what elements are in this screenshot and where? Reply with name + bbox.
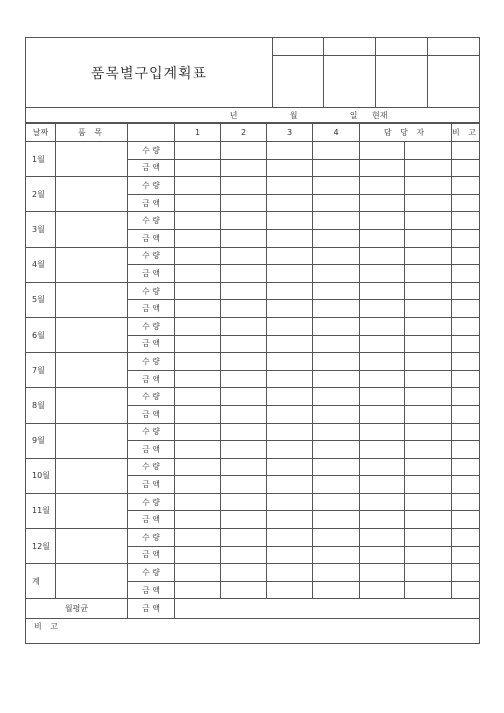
amount-cell[interactable] [267,405,313,423]
amount-cell[interactable] [221,229,267,247]
amount-cell[interactable] [175,476,221,494]
qty-cell[interactable] [360,564,405,582]
table-row [26,247,480,265]
amount-cell[interactable] [452,335,480,353]
qty-label: 수 량 [128,423,175,441]
qty-cell[interactable] [452,458,480,476]
amount-cell[interactable] [175,229,221,247]
qty-cell[interactable] [313,458,360,476]
qty-cell[interactable] [175,282,221,300]
qty-cell[interactable] [360,247,405,265]
amount-cell[interactable] [267,159,313,177]
item-cell[interactable] [56,317,128,352]
amount-cell[interactable] [360,476,405,494]
amount-cell[interactable] [360,159,405,177]
qty-cell[interactable] [313,388,360,406]
qty-label: 수 량 [128,142,175,160]
date-year-label: 년 [229,110,238,120]
date-month-label: 월 [289,110,298,120]
qty-cell[interactable] [360,353,405,371]
table-row [26,458,480,476]
qty-cell[interactable] [267,458,313,476]
qty-cell[interactable] [221,493,267,511]
qty-label: 수 량 [128,564,175,582]
table-row [26,388,480,406]
qty-cell[interactable] [175,388,221,406]
amount-cell[interactable] [360,511,405,529]
amount-cell[interactable] [452,159,480,177]
qty-cell[interactable] [452,423,480,441]
qty-cell[interactable] [221,529,267,547]
qty-label: 수 량 [128,458,175,476]
qty-cell[interactable] [405,423,452,441]
qty-cell[interactable] [313,212,360,230]
qty-cell[interactable] [313,247,360,265]
qty-cell[interactable] [452,247,480,265]
qty-cell[interactable] [175,353,221,371]
date-line [26,108,480,123]
monthly-average-value-cell[interactable] [175,599,480,619]
amount-cell[interactable] [313,335,360,353]
qty-cell[interactable] [221,282,267,300]
qty-cell[interactable] [313,282,360,300]
month-label: 4월 [26,247,56,282]
table-row [26,564,480,582]
amount-cell[interactable] [360,441,405,459]
amount-cell[interactable] [221,546,267,564]
amount-label: 금 액 [128,441,175,459]
amount-label: 금 액 [128,194,175,212]
approval-sign-cell-1[interactable] [273,56,324,108]
amount-cell[interactable] [313,300,360,318]
amount-cell[interactable] [405,194,452,212]
purchase-plan-form [25,37,479,644]
item-cell[interactable] [56,353,128,388]
amount-cell[interactable] [452,511,480,529]
table-row [26,353,480,371]
qty-label: 수 량 [128,388,175,406]
amount-cell[interactable] [175,300,221,318]
amount-cell[interactable] [175,370,221,388]
amount-cell[interactable] [175,546,221,564]
amount-cell[interactable] [175,441,221,459]
qty-cell[interactable] [405,493,452,511]
qty-cell[interactable] [221,177,267,195]
qty-cell[interactable] [313,142,360,160]
qty-cell[interactable] [175,212,221,230]
monthly-average-label: 월평균 [26,599,128,619]
qty-label: 수 량 [128,493,175,511]
header-manager: 담 당 자 [360,124,452,142]
qty-cell[interactable] [405,529,452,547]
qty-cell[interactable] [175,564,221,582]
approval-header-cell-2[interactable] [324,38,376,56]
amount-cell[interactable] [452,441,480,459]
amount-cell[interactable] [360,581,405,599]
amount-cell[interactable] [221,581,267,599]
amount-cell[interactable] [267,476,313,494]
qty-cell[interactable] [452,212,480,230]
approval-header-cell-1[interactable] [273,38,324,56]
qty-cell[interactable] [221,458,267,476]
remarks-row [26,619,480,644]
qty-cell[interactable] [360,493,405,511]
qty-cell[interactable] [221,142,267,160]
qty-cell[interactable] [360,458,405,476]
qty-cell[interactable] [452,493,480,511]
qty-cell[interactable] [221,317,267,335]
amount-cell[interactable] [313,159,360,177]
month-label: 6월 [26,317,56,352]
month-label: 9월 [26,423,56,458]
table-row [26,317,480,335]
qty-label: 수 량 [128,247,175,265]
amount-cell[interactable] [267,300,313,318]
amount-cell[interactable] [267,194,313,212]
amount-cell[interactable] [267,229,313,247]
amount-cell[interactable] [313,581,360,599]
qty-cell[interactable] [360,423,405,441]
amount-cell[interactable] [405,159,452,177]
header-col-2: 2 [221,124,267,142]
table-row [26,212,480,230]
amount-label: 금 액 [128,476,175,494]
item-cell[interactable] [56,458,128,493]
amount-label: 금 액 [128,599,175,619]
month-label: 12월 [26,529,56,564]
amount-cell[interactable] [267,441,313,459]
qty-cell[interactable] [405,177,452,195]
qty-label: 수 량 [128,177,175,195]
amount-cell[interactable] [313,511,360,529]
amount-cell[interactable] [221,441,267,459]
page-title: 품목별구입계획표 [26,38,273,108]
qty-cell[interactable] [267,423,313,441]
table-row [26,493,480,511]
amount-cell[interactable] [267,265,313,283]
qty-cell[interactable] [360,142,405,160]
amount-cell[interactable] [313,405,360,423]
qty-cell[interactable] [452,353,480,371]
month-label: 1월 [26,142,56,177]
amount-label: 금 액 [128,300,175,318]
amount-cell[interactable] [452,229,480,247]
amount-cell[interactable] [313,194,360,212]
amount-cell[interactable] [452,300,480,318]
item-cell[interactable] [56,142,128,177]
amount-cell[interactable] [221,265,267,283]
amount-cell[interactable] [221,194,267,212]
approval-header-cell-3[interactable] [376,38,428,56]
qty-cell[interactable] [360,529,405,547]
amount-cell[interactable] [360,546,405,564]
table-row [26,282,480,300]
header-col-1: 1 [175,124,221,142]
amount-cell[interactable] [360,335,405,353]
amount-label: 금 액 [128,229,175,247]
table-row [26,177,480,195]
amount-label: 금 액 [128,335,175,353]
approval-sign-cell-2[interactable] [324,56,376,108]
item-cell[interactable] [56,388,128,423]
qty-cell[interactable] [175,458,221,476]
qty-cell[interactable] [175,317,221,335]
qty-cell[interactable] [267,142,313,160]
qty-cell[interactable] [313,353,360,371]
qty-cell[interactable] [313,493,360,511]
amount-cell[interactable] [360,405,405,423]
amount-cell[interactable] [405,335,452,353]
amount-label: 금 액 [128,370,175,388]
qty-cell[interactable] [221,564,267,582]
qty-cell[interactable] [405,564,452,582]
amount-cell[interactable] [452,405,480,423]
amount-cell[interactable] [221,159,267,177]
qty-cell[interactable] [175,247,221,265]
header-col-4: 4 [313,124,360,142]
qty-cell[interactable] [267,493,313,511]
item-cell[interactable] [56,282,128,317]
qty-cell[interactable] [452,317,480,335]
amount-cell[interactable] [221,476,267,494]
qty-label: 수 량 [128,529,175,547]
qty-cell[interactable] [267,529,313,547]
month-label: 3월 [26,212,56,247]
qty-cell[interactable] [267,212,313,230]
month-label: 11월 [26,493,56,528]
amount-cell[interactable] [405,370,452,388]
qty-label: 수 량 [128,212,175,230]
qty-cell[interactable] [221,247,267,265]
amount-cell[interactable] [452,581,480,599]
amount-cell[interactable] [405,581,452,599]
monthly-average-row [26,599,480,619]
header-col-3: 3 [267,124,313,142]
amount-cell[interactable] [360,300,405,318]
qty-cell[interactable] [452,177,480,195]
amount-label: 금 액 [128,265,175,283]
amount-cell[interactable] [405,265,452,283]
plan-table [25,123,480,644]
qty-cell[interactable] [221,353,267,371]
item-cell[interactable] [56,212,128,247]
footer-remarks[interactable]: 비 고 [26,619,480,644]
approval-sign-cell-3[interactable] [376,56,428,108]
qty-cell[interactable] [405,282,452,300]
header-remarks: 비 고 [452,124,480,142]
qty-cell[interactable] [452,529,480,547]
amount-label: 금 액 [128,405,175,423]
amount-cell[interactable] [405,441,452,459]
amount-cell[interactable] [267,546,313,564]
amount-cell[interactable] [313,441,360,459]
amount-cell[interactable] [313,476,360,494]
qty-cell[interactable] [221,388,267,406]
amount-cell[interactable] [405,546,452,564]
item-cell[interactable] [56,493,128,528]
qty-cell[interactable] [452,142,480,160]
amount-cell[interactable] [221,405,267,423]
qty-cell[interactable] [452,282,480,300]
amount-cell[interactable] [175,335,221,353]
amount-cell[interactable] [175,405,221,423]
item-cell[interactable] [56,247,128,282]
qty-cell[interactable] [405,142,452,160]
qty-cell[interactable] [267,353,313,371]
header-blank [128,124,175,142]
qty-label: 수 량 [128,282,175,300]
qty-cell[interactable] [267,317,313,335]
qty-cell[interactable] [360,212,405,230]
amount-label: 금 액 [128,581,175,599]
amount-cell[interactable] [175,159,221,177]
qty-cell[interactable] [175,529,221,547]
qty-label: 수 량 [128,317,175,335]
item-cell[interactable] [56,529,128,564]
amount-cell[interactable] [175,581,221,599]
qty-cell[interactable] [360,317,405,335]
amount-cell[interactable] [360,194,405,212]
qty-cell[interactable] [360,177,405,195]
qty-cell[interactable] [267,177,313,195]
table-row [26,142,480,160]
amount-cell[interactable] [221,300,267,318]
amount-cell[interactable] [267,581,313,599]
total-label: 계 [26,564,56,599]
month-label: 5월 [26,282,56,317]
qty-cell[interactable] [405,317,452,335]
amount-cell[interactable] [405,511,452,529]
amount-cell[interactable] [452,194,480,212]
date-current-label: 현재 [372,110,388,120]
amount-cell[interactable] [313,265,360,283]
qty-cell[interactable] [313,564,360,582]
item-cell[interactable] [56,564,128,599]
qty-cell[interactable] [360,388,405,406]
qty-cell[interactable] [313,317,360,335]
qty-cell[interactable] [405,212,452,230]
qty-cell[interactable] [313,177,360,195]
amount-cell[interactable] [405,476,452,494]
month-label: 7월 [26,353,56,388]
qty-cell[interactable] [360,282,405,300]
qty-label: 수 량 [128,353,175,371]
header-table [25,37,480,123]
amount-label: 금 액 [128,546,175,564]
amount-cell[interactable] [405,300,452,318]
qty-cell[interactable] [405,247,452,265]
amount-cell[interactable] [267,335,313,353]
qty-cell[interactable] [405,458,452,476]
amount-label: 금 액 [128,159,175,177]
amount-cell[interactable] [313,546,360,564]
item-cell[interactable] [56,177,128,212]
qty-cell[interactable] [405,388,452,406]
qty-cell[interactable] [175,142,221,160]
approval-header-cell-4[interactable] [428,38,480,56]
amount-cell[interactable] [360,229,405,247]
qty-cell[interactable] [452,564,480,582]
month-label: 2월 [26,177,56,212]
amount-cell[interactable] [175,194,221,212]
table-row [26,529,480,547]
amount-cell[interactable] [267,511,313,529]
qty-cell[interactable] [267,247,313,265]
item-cell[interactable] [56,423,128,458]
qty-cell[interactable] [267,564,313,582]
amount-cell[interactable] [221,511,267,529]
qty-cell[interactable] [175,493,221,511]
date-day-label: 일 [349,110,358,120]
qty-cell[interactable] [313,529,360,547]
amount-cell[interactable] [452,370,480,388]
amount-cell[interactable] [405,229,452,247]
qty-cell[interactable] [175,423,221,441]
amount-cell[interactable] [452,265,480,283]
qty-cell[interactable] [221,423,267,441]
qty-cell[interactable] [452,388,480,406]
table-row [26,423,480,441]
month-label: 8월 [26,388,56,423]
amount-cell[interactable] [221,370,267,388]
amount-cell[interactable] [360,370,405,388]
qty-cell[interactable] [175,177,221,195]
amount-cell[interactable] [175,511,221,529]
qty-cell[interactable] [267,282,313,300]
amount-cell[interactable] [452,476,480,494]
amount-cell[interactable] [221,335,267,353]
amount-cell[interactable] [405,405,452,423]
approval-sign-cell-4[interactable] [428,56,480,108]
amount-cell[interactable] [267,370,313,388]
qty-cell[interactable] [221,212,267,230]
header-item: 품 목 [56,124,128,142]
amount-cell[interactable] [313,370,360,388]
amount-cell[interactable] [452,546,480,564]
amount-cell[interactable] [313,229,360,247]
amount-cell[interactable] [360,265,405,283]
month-label: 10월 [26,458,56,493]
header-date: 날짜 [26,124,56,142]
qty-cell[interactable] [405,353,452,371]
amount-label: 금 액 [128,511,175,529]
qty-cell[interactable] [313,423,360,441]
qty-cell[interactable] [267,388,313,406]
amount-cell[interactable] [175,265,221,283]
